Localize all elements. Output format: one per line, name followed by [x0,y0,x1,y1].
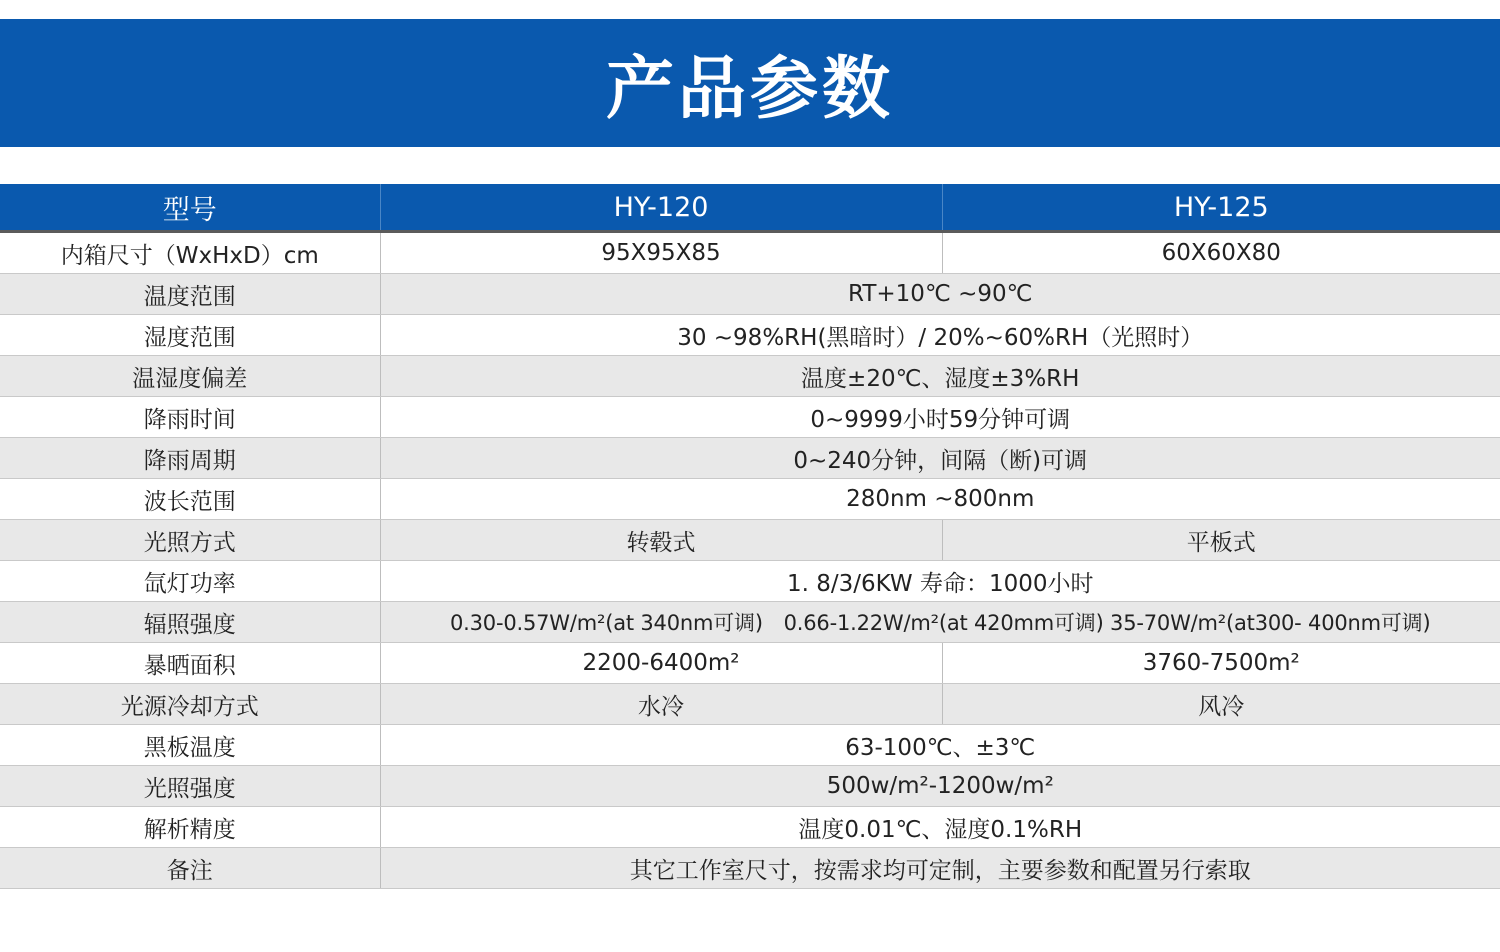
row-label: 光照强度 [0,766,380,807]
row-label: 温湿度偏差 [0,356,380,397]
table-row [0,643,1500,684]
cell-hy-120: 转毂式 [380,520,942,561]
cell-merged: 温度±20℃、湿度±3%RH [380,356,1500,397]
row-label: 波长范围 [0,479,380,520]
cell-merged: 30 ~98%RH(黑暗时）/ 20%~60%RH（光照时） [380,315,1500,356]
cell-merged: RT+10℃ ~90℃ [380,274,1500,315]
table-row [0,274,1500,315]
table-row [0,356,1500,397]
spec-table [0,184,1500,889]
row-label: 备注 [0,848,380,889]
table-header-row [0,184,1500,232]
row-label: 温度范围 [0,274,380,315]
row-label: 辐照强度 [0,602,380,643]
row-label: 降雨周期 [0,438,380,479]
row-label: 光源冷却方式 [0,684,380,725]
table-row [0,725,1500,766]
header-hy-120: HY-120 [380,184,942,232]
header-hy-125: HY-125 [942,184,1500,232]
cell-hy-125: 3760-7500m² [942,643,1500,684]
row-label: 湿度范围 [0,315,380,356]
table-row [0,438,1500,479]
cell-hy-120: 95X95X85 [380,232,942,274]
table-row [0,232,1500,274]
table-row [0,315,1500,356]
table-row [0,397,1500,438]
table-row [0,807,1500,848]
row-label: 内箱尺寸（WxHxD）cm [0,232,380,274]
table-row [0,520,1500,561]
cell-merged: 0.30-0.57W/m²(at 340nm可调) 0.66-1.22W/m²(at 420mm可调) 35-70W/m²(at300- 400nm可调) [380,602,1500,643]
row-label: 降雨时间 [0,397,380,438]
cell-hy-125: 60X60X80 [942,232,1500,274]
row-label: 光照方式 [0,520,380,561]
cell-merged: 1. 8/3/6KW 寿命：1000小时 [380,561,1500,602]
table-row [0,766,1500,807]
cell-merged: 280nm ~800nm [380,479,1500,520]
row-label: 黑板温度 [0,725,380,766]
cell-hy-125: 风冷 [942,684,1500,725]
table-row [0,848,1500,889]
row-label: 解析精度 [0,807,380,848]
page-title: 产品参数 [605,49,894,129]
row-label: 暴晒面积 [0,643,380,684]
cell-merged: 63-100℃、±3℃ [380,725,1500,766]
table-row [0,479,1500,520]
cell-hy-125: 平板式 [942,520,1500,561]
cell-merged: 其它工作室尺寸，按需求均可定制，主要参数和配置另行索取 [380,848,1500,889]
cell-merged: 温度0.01℃、湿度0.1%RH [380,807,1500,848]
row-label: 氙灯功率 [0,561,380,602]
title-banner [0,19,1500,147]
cell-merged: 0~240分钟，间隔（断)可调 [380,438,1500,479]
cell-merged: 0~9999小时59分钟可调 [380,397,1500,438]
header-model: 型号 [0,184,380,232]
cell-hy-120: 2200-6400m² [380,643,942,684]
table-row [0,561,1500,602]
table-row [0,602,1500,643]
table-row [0,684,1500,725]
cell-merged: 500w/m²-1200w/m² [380,766,1500,807]
cell-hy-120: 水冷 [380,684,942,725]
